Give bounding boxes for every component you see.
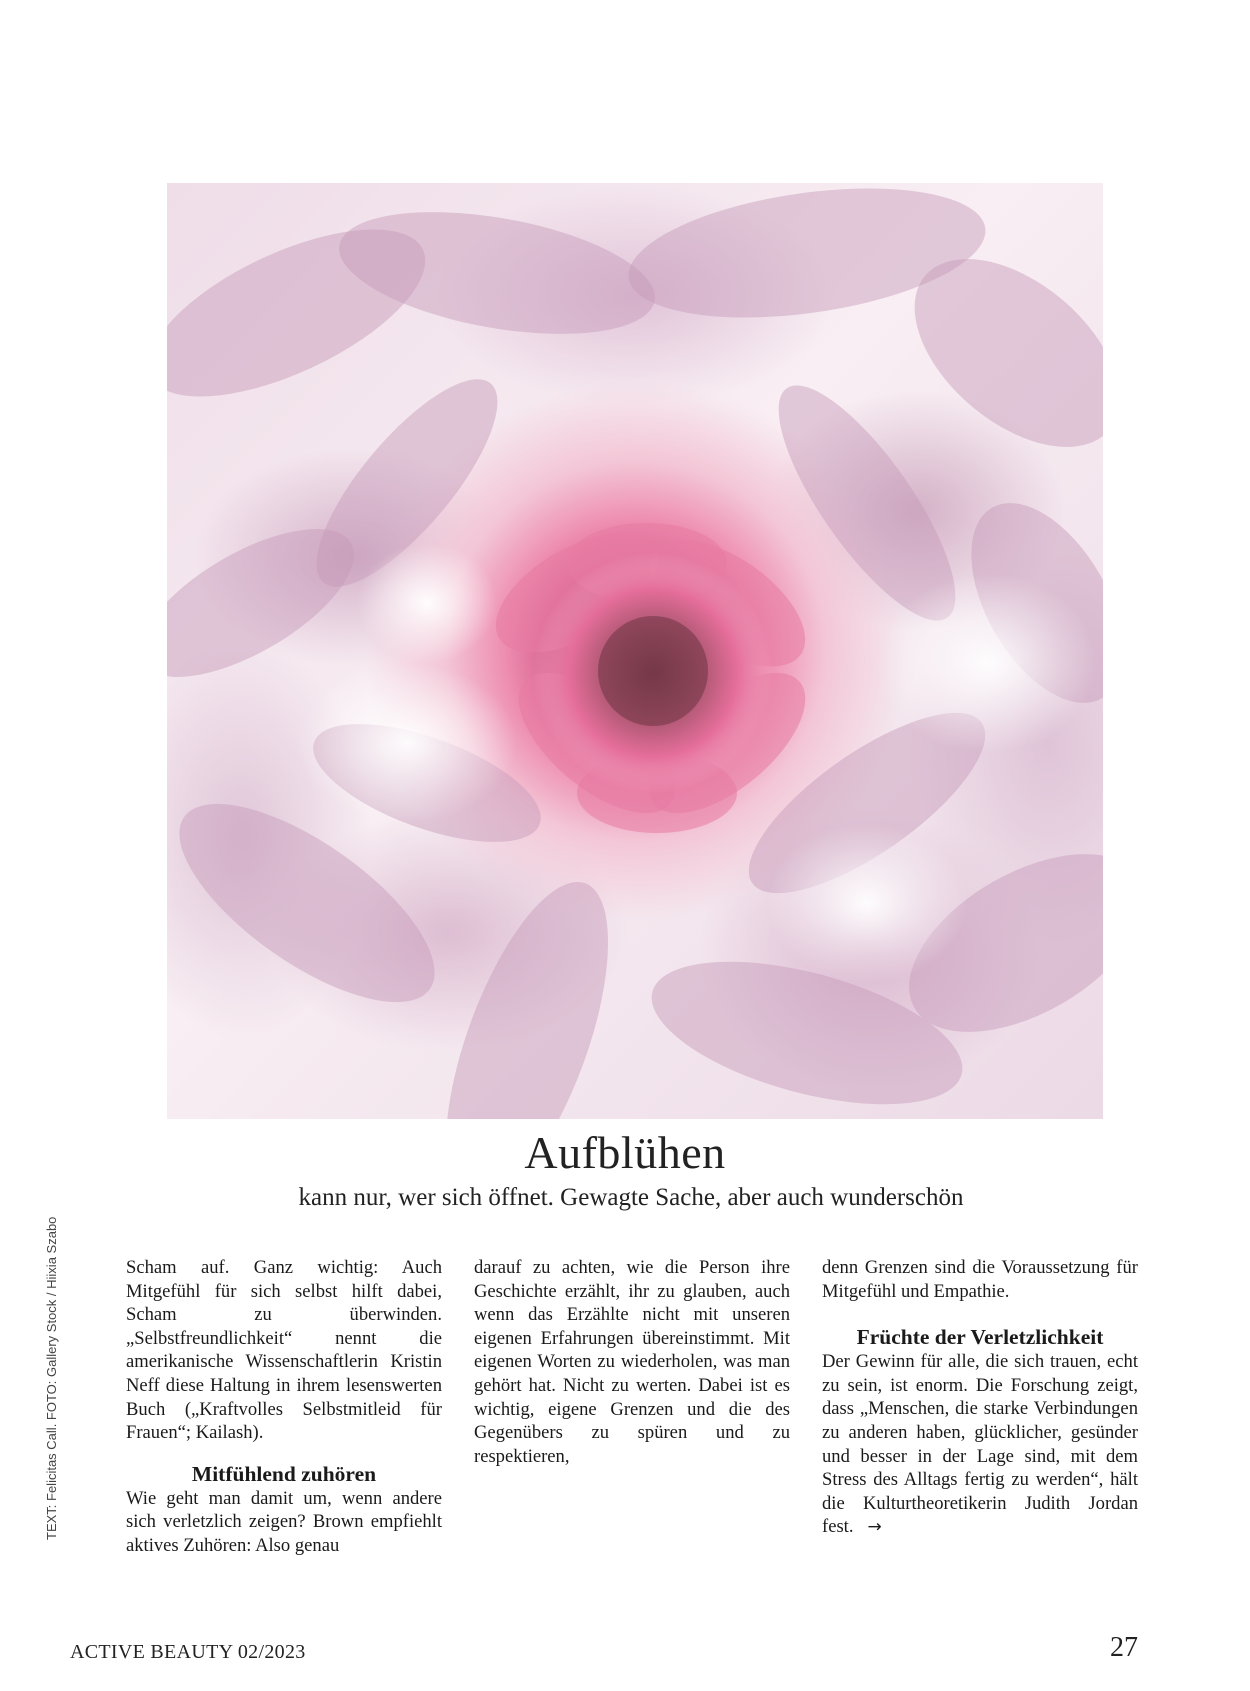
text-column-1 bbox=[126, 1256, 442, 1558]
section-heading: Früchte der Verletzlichkeit bbox=[856, 1325, 1104, 1350]
continue-arrow-icon: → bbox=[867, 1517, 882, 1538]
paragraph: darauf zu achten, wie die Person ihre Geschichte erzählt, ihr zu glauben, auch wenn das Erzählte nicht mit unseren eigenen Erfahrungen übereinstimmt. Mit eigenen Worten zu wiederholen, was man gehört hat. Nicht zu werten. Dabei ist es wichtig, eigene Grenzen und die des Gegenübers zu spüren und zu respektieren, bbox=[474, 1257, 790, 1467]
paragraph: Wie geht man damit um, wenn andere sich verletzlich zeigen? Brown empfiehlt aktives Zuhören: Also genau bbox=[126, 1487, 442, 1556]
article-subline: kann nur, wer sich öffnet. Gewagte Sache, aber auch wunderschön bbox=[298, 1184, 964, 1211]
paragraph-text: Der Gewinn für alle, die sich trauen, echt zu sein, ist enorm. Die Forschung zeigt, dass „Menschen, die starke Verbindungen zu anderen haben, glücklicher, gesünder und besser in der Lage sind, mit dem Stress des Alltags fertig zu werden“, hält die Kulturtheoretikerin Judith Jordan fest. bbox=[822, 1351, 1138, 1538]
flower-petals-illustration bbox=[167, 183, 1103, 1119]
section-heading: Mitfühlend zuhören bbox=[191, 1461, 377, 1486]
article-headline: Aufblühen bbox=[524, 1127, 726, 1178]
page-number: 27 bbox=[1110, 1632, 1138, 1663]
paragraph-with-arrow bbox=[822, 1350, 1138, 1540]
photo-credit: TEXT: Felicitas Call. FOTO: Gallery Stock / Hiixia Szabo bbox=[44, 1216, 59, 1540]
paragraph: denn Grenzen sind die Voraussetzung für Mitgefühl und Empathie. bbox=[822, 1257, 1138, 1302]
text-column-2 bbox=[474, 1256, 790, 1468]
magazine-issue: ACTIVE BEAUTY 02/2023 bbox=[70, 1641, 306, 1663]
text-column-3 bbox=[822, 1256, 1138, 1540]
paragraph: Scham auf. Ganz wichtig: Auch Mitgefühl für sich selbst hilft dabei, Scham zu überwinden. „Selbstfreundlichkeit“ nennt die amerikanische Wissenschaftlerin Kristin Neff diese Haltung in ihrem lesenswerten Buch („Kraftvolles Selbstmitleid für Frauen“; Kailash). bbox=[126, 1257, 442, 1444]
peony-photo bbox=[167, 183, 1103, 1119]
